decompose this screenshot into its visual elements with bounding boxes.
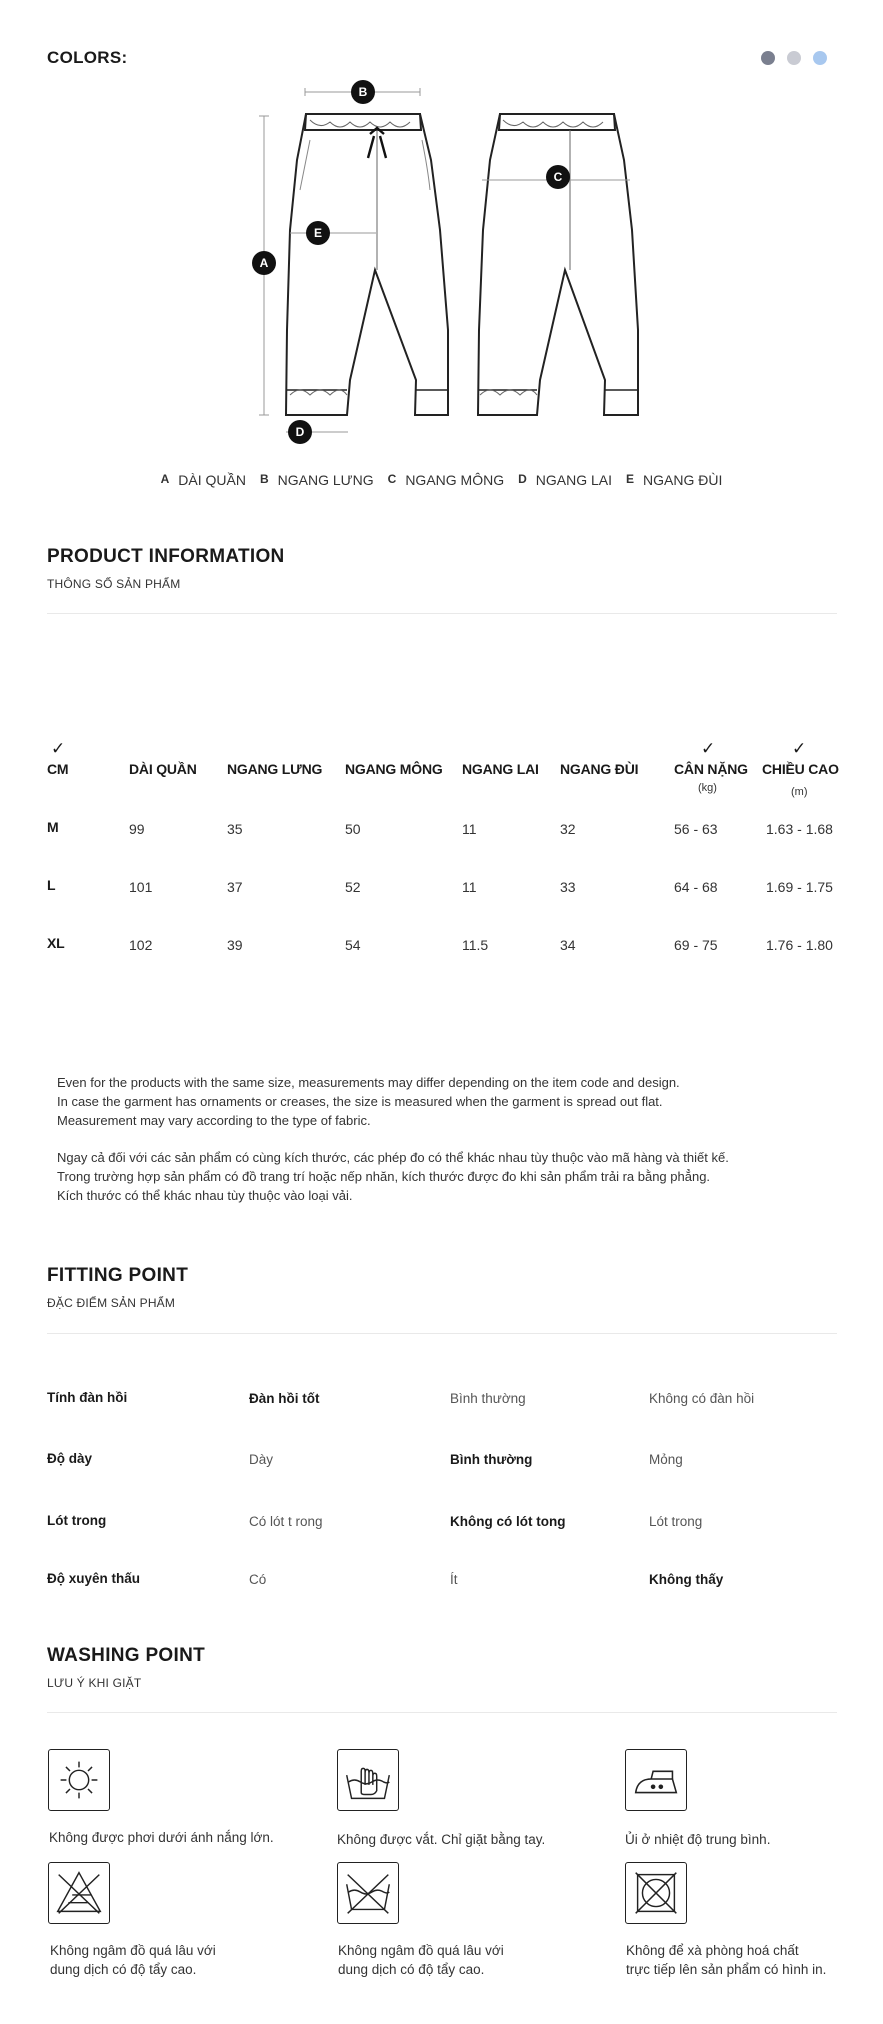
table-row-size: L [47, 877, 56, 893]
column-header: NGANG LƯNG [227, 761, 323, 777]
back-pants-outline [478, 114, 638, 415]
table-row-size: M [47, 819, 59, 835]
check-icon: ✓ [51, 739, 66, 758]
divider [47, 1333, 837, 1334]
product-info-title: PRODUCT INFORMATION [47, 546, 285, 567]
fitting-row-label: Tính đàn hồi [47, 1390, 128, 1405]
front-pants-outline [286, 114, 448, 415]
check-icon: ✓ [701, 739, 716, 758]
table-cell: 102 [129, 937, 153, 953]
fitting-option-selected: Không thấy [649, 1572, 724, 1587]
product-info-subtitle: THÔNG SỐ SẢN PHẨM [47, 577, 181, 591]
column-header: NGANG MÔNG [345, 761, 443, 777]
fitting-option: Ít [450, 1572, 458, 1587]
table-row-size: XL [47, 935, 65, 951]
no-bleach-icon [48, 1862, 110, 1924]
fitting-option-selected: Không có lót tong [450, 1514, 566, 1529]
table-cell: 37 [227, 879, 243, 895]
color-swatch-1[interactable] [761, 51, 775, 65]
table-cell: 11.5 [462, 937, 489, 953]
column-header: CÂN NẶNG [674, 761, 748, 777]
washing-instruction: Không ngâm đồ quá lâu với dung dịch có độ tẩy cao. [338, 1943, 504, 1977]
measurement-notes-en: Even for the products with the same size, measurements may differ depending on the item code and design. In case the garment has ornaments or creases, the size is measured when the garment is spread out flat. Measurement may vary according to the type of fabric. [57, 1075, 680, 1128]
table-cell: 1.69 - 1.75 [766, 879, 833, 895]
washing-point-subtitle: LƯU Ý KHI GIẶT [47, 1676, 142, 1690]
marker-a: A [259, 256, 269, 270]
column-header: CM [47, 761, 69, 777]
table-cell: 1.63 - 1.68 [766, 821, 833, 837]
washing-instruction: Không được phơi dưới ánh nắng lớn. [49, 1830, 274, 1845]
legend-item: D NGANG LAI [518, 472, 613, 488]
fitting-option: Có [249, 1572, 267, 1587]
legend-item: C NGANG MÔNG [387, 472, 505, 488]
divider [47, 1712, 837, 1713]
no-direct-sun-icon [48, 1749, 110, 1811]
fitting-option: Lót trong [649, 1514, 703, 1529]
table-cell: 39 [227, 937, 243, 953]
fitting-point-title: FITTING POINT [47, 1265, 189, 1286]
fitting-option: Bình thường [450, 1391, 526, 1406]
divider [47, 613, 837, 614]
table-cell: 11 [462, 821, 477, 837]
color-swatch-2[interactable] [787, 51, 801, 65]
fitting-option: Dày [249, 1452, 274, 1467]
table-cell: 50 [345, 821, 361, 837]
marker-e: E [313, 226, 323, 240]
marker-c: C [553, 170, 563, 184]
hand-wash-icon [337, 1749, 399, 1811]
table-cell: 1.76 - 1.80 [766, 937, 833, 953]
table-cell: 33 [560, 879, 576, 895]
pants-size-diagram [230, 80, 650, 450]
table-cell: 35 [227, 821, 243, 837]
iron-medium-icon [625, 1749, 687, 1811]
table-cell: 11 [462, 879, 477, 895]
fitting-option: Mỏng [649, 1452, 683, 1467]
table-cell: 101 [129, 879, 153, 895]
washing-instruction: Ủi ở nhiệt độ trung bình. [625, 1832, 771, 1847]
no-tumble-dry-icon [625, 1862, 687, 1924]
washing-instruction: Không để xà phòng hoá chất trực tiếp lên sản phẩm có hình in. [626, 1943, 827, 1977]
legend-item: E NGANG ĐÙI [626, 472, 723, 488]
marker-d: D [295, 425, 305, 439]
washing-instruction: Không được vắt. Chỉ giặt bằng tay. [337, 1832, 546, 1847]
table-cell: 52 [345, 879, 361, 895]
colors-label: COLORS: [47, 48, 128, 67]
column-header: DÀI QUẦN [129, 761, 197, 777]
washing-point-title: WASHING POINT [47, 1645, 206, 1666]
washing-instruction: Không ngâm đồ quá lâu với dung dịch có độ tẩy cao. [50, 1943, 216, 1977]
column-header: NGANG LAI [462, 761, 539, 777]
color-swatch-3[interactable] [813, 51, 827, 65]
table-cell: 56 - 63 [674, 821, 718, 837]
unit-weight: (kg) [698, 782, 717, 794]
table-cell: 32 [560, 821, 576, 837]
fitting-point-subtitle: ĐẶC ĐIỂM SẢN PHẨM [47, 1296, 176, 1310]
column-header: NGANG ĐÙI [560, 761, 639, 777]
measurement-legend [0, 472, 883, 488]
table-cell: 69 - 75 [674, 937, 718, 953]
table-cell: 64 - 68 [674, 879, 718, 895]
fitting-option: Có lót t rong [249, 1514, 323, 1529]
unit-height: (m) [791, 786, 808, 798]
legend-item: A DÀI QUẦN [160, 472, 246, 488]
table-cell: 99 [129, 821, 145, 837]
fitting-option-selected: Bình thường [450, 1452, 533, 1467]
fitting-row-label: Lót trong [47, 1513, 107, 1528]
no-soak-icon [337, 1862, 399, 1924]
fitting-option-selected: Đàn hồi tốt [249, 1391, 320, 1406]
fitting-row-label: Độ dày [47, 1451, 93, 1466]
legend-item: B NGANG LƯNG [259, 472, 374, 488]
table-cell: 34 [560, 937, 576, 953]
table-cell: 54 [345, 937, 361, 953]
fitting-row-label: Độ xuyên thấu [47, 1571, 141, 1586]
fitting-option: Không có đàn hồi [649, 1391, 755, 1406]
measurement-notes-vi: Ngay cả đối với các sản phẩm có cùng kích thước, các phép đo có thể khác nhau tùy thuộc vào mã hàng và thiết kế. Trong trường hợp sản phẩm có đồ trang trí hoặc nếp nhăn, kích thước được đo khi sản phẩm trải ra bằng phẳng. Kích thước có thể khác nhau tùy thuộc vào loại vải. [57, 1150, 729, 1203]
check-icon: ✓ [792, 739, 807, 758]
column-header: CHIỀU CAO [762, 761, 839, 777]
marker-b: B [358, 85, 368, 99]
